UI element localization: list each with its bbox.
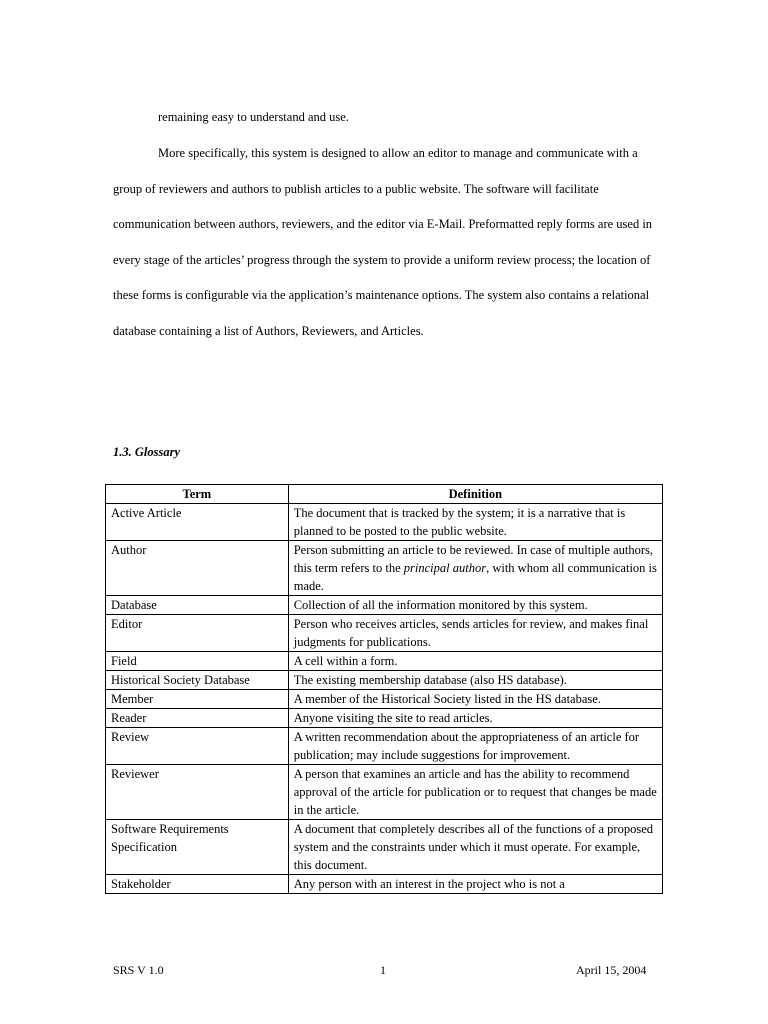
definition-emphasis: principal author xyxy=(403,561,487,575)
definition-cell: A person that examines an article and has the ability to recommend approval of the article for publication or to request that changes be made in the article. xyxy=(288,765,662,820)
definition-cell: A cell within a form. xyxy=(288,652,662,671)
table-row xyxy=(106,615,663,652)
column-header-definition: Definition xyxy=(288,485,662,504)
definition-cell: Any person with an interest in the project who is not a xyxy=(288,875,662,894)
definition-cell: A written recommendation about the appropriateness of an article for publication; may include suggestions for improvement. xyxy=(288,728,662,765)
term-cell: Stakeholder xyxy=(106,875,289,894)
term-cell: Reviewer xyxy=(106,765,289,820)
definition-cell xyxy=(288,541,662,596)
table-row xyxy=(106,671,663,690)
term-cell: Author xyxy=(106,541,289,596)
table-row xyxy=(106,875,663,894)
definition-cell: A member of the Historical Society listed in the HS database. xyxy=(288,690,662,709)
table-row xyxy=(106,709,663,728)
table-row xyxy=(106,652,663,671)
definition-cell: A document that completely describes all of the functions of a proposed system and the constraints under which it must operate. For example, this document. xyxy=(288,820,662,875)
table-row xyxy=(106,690,663,709)
table-row xyxy=(106,765,663,820)
definition-cell: Anyone visiting the site to read articles. xyxy=(288,709,662,728)
definition-text: Person submitting an article to be reviewed. In case of multiple authors, this term refers to the xyxy=(293,543,653,575)
table-row xyxy=(106,728,663,765)
table-row xyxy=(106,820,663,875)
term-cell: Active Article xyxy=(106,504,289,541)
column-header-term: Term xyxy=(106,485,289,504)
definition-cell: Person who receives articles, sends articles for review, and makes final judgments for publications. xyxy=(288,615,662,652)
term-cell: Reader xyxy=(106,709,289,728)
term-cell: Member xyxy=(106,690,289,709)
footer-document-version: SRS V 1.0 xyxy=(113,963,164,977)
term-cell: Field xyxy=(106,652,289,671)
body-paragraph-continued: remaining easy to understand and use. xyxy=(158,110,349,124)
footer-page-number: 1 xyxy=(380,963,386,977)
table-row xyxy=(106,541,663,596)
term-cell: Database xyxy=(106,596,289,615)
term-cell: Historical Society Database xyxy=(106,671,289,690)
table-row xyxy=(106,596,663,615)
glossary-heading: 1.3. Glossary xyxy=(113,445,181,459)
definition-cell: The document that is tracked by the system; it is a narrative that is planned to be posted to the public website. xyxy=(288,504,662,541)
term-cell: Editor xyxy=(106,615,289,652)
glossary-table xyxy=(105,484,663,894)
footer-date: April 15, 2004 xyxy=(576,963,647,977)
definition-cell: Collection of all the information monitored by this system. xyxy=(288,596,662,615)
term-cell: Review xyxy=(106,728,289,765)
table-row xyxy=(106,504,663,541)
definition-text: , with whom all communication is made. xyxy=(293,561,657,593)
table-header-row xyxy=(106,485,663,504)
body-paragraph-scope: More specifically, this system is designed to allow an editor to manage and communicate with a group of reviewers and authors to publish articles to a public website. The software will facilitate communication between authors, reviewers, and the editor via E-Mail. Preformatted reply forms are used in every stage of the articles’ progress through the system to provide a uniform review process; the location of these forms is configurable via the application’s maintenance options. The system also contains a relational database containing a list of Authors, Reviewers, and Articles. xyxy=(113,146,653,338)
definition-cell: The existing membership database (also HS database). xyxy=(288,671,662,690)
term-cell: Software Requirements Specification xyxy=(106,820,289,875)
